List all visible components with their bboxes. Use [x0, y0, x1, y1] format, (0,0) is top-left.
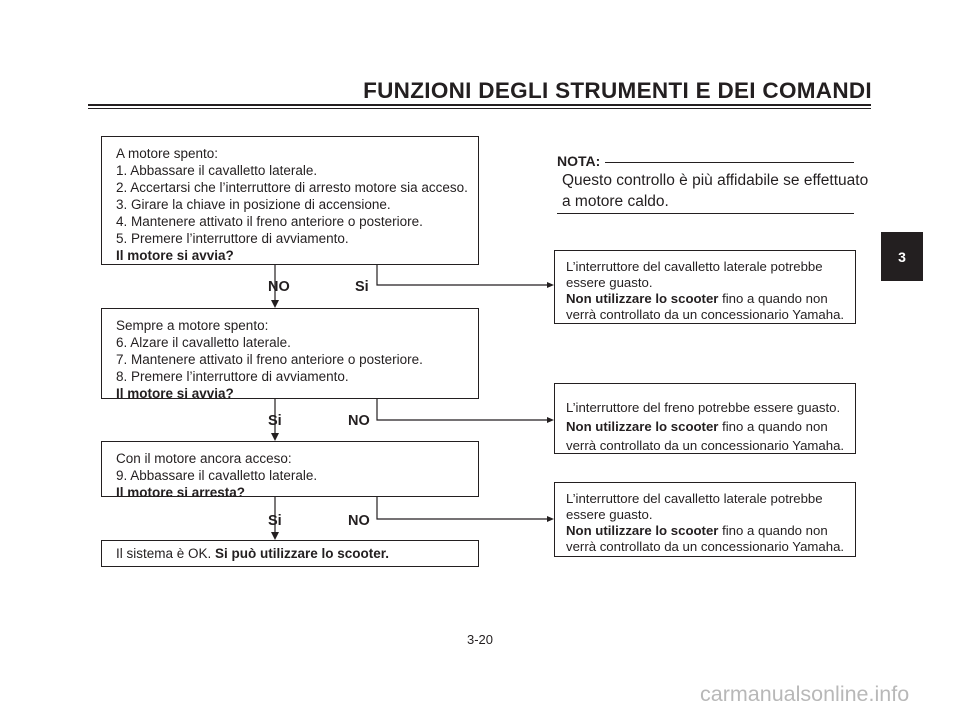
result-box-3	[554, 482, 856, 557]
result1-line: essere guasto.	[566, 275, 653, 290]
arrow-right-1	[547, 282, 554, 288]
flow-final-box	[101, 540, 479, 567]
step3-right-label: NO	[348, 513, 370, 529]
flow-step-3-box	[101, 441, 479, 500]
step1-line: 1. Abbassare il cavalletto laterale.	[116, 163, 318, 178]
arrow-down-2	[271, 433, 279, 441]
step1-line: 3. Girare la chiave in posizione di accensione.	[116, 197, 391, 212]
arrow-right-3	[547, 516, 554, 522]
result3-rest: fino a quando non	[718, 523, 828, 538]
step3-question: Il motore si arresta?	[116, 485, 246, 500]
result1-warning: Non utilizzare lo scooter	[566, 291, 719, 306]
note-rule-bottom	[557, 213, 854, 214]
result2-line: L’interruttore del freno potrebbe essere guasto.	[566, 400, 841, 415]
arrow-down-3	[271, 532, 279, 540]
step1-line: 5. Premere l’interruttore di avviamento.	[116, 231, 349, 246]
step3-line: 9. Abbassare il cavalletto laterale.	[116, 468, 318, 483]
step1-line: 4. Mantenere attivato il freno anteriore o posteriore.	[116, 214, 423, 229]
step1-line: 2. Accertarsi che l’interruttore di arresto motore sia acceso.	[116, 180, 468, 195]
result1-line: verrà controllato da un concessionario Yamaha.	[566, 307, 845, 322]
note-text	[562, 170, 868, 212]
step2-question: Il motore si avvia?	[116, 386, 234, 401]
result-box-2	[554, 383, 856, 454]
step2-line: 6. Alzare il cavalletto laterale.	[116, 335, 291, 350]
result-box-1	[554, 250, 856, 324]
result3-line: verrà controllato da un concessionario Yamaha.	[566, 539, 845, 554]
step1-right-label: Si	[355, 279, 369, 295]
step3-line: Con il motore ancora acceso:	[116, 451, 292, 466]
connector-right-1	[377, 265, 548, 285]
flow-step-1-box	[101, 136, 479, 265]
final-bold-text: Si può utilizzare lo scooter.	[215, 546, 390, 561]
result1-line: L’interruttore del cavalletto laterale potrebbe	[566, 259, 823, 274]
result1-rest: fino a quando non	[718, 291, 828, 306]
note-line: Questo controllo è più affidabile se effettuato	[562, 172, 869, 189]
step2-line: 8. Premere l’interruttore di avviamento.	[116, 369, 349, 384]
step1-down-label: NO	[268, 279, 290, 295]
note-rule-top	[605, 162, 854, 163]
step2-down-label: Si	[268, 413, 282, 429]
page-number: 3-20	[466, 632, 494, 647]
final-text: Il sistema è OK.	[116, 546, 216, 561]
step2-line: Sempre a motore spento:	[116, 318, 269, 333]
arrow-right-2	[547, 417, 554, 423]
watermark: carmanualsonline.info	[700, 682, 910, 706]
arrow-down-1	[271, 300, 279, 308]
result3-line: L’interruttore del cavalletto laterale potrebbe	[566, 491, 823, 506]
connector-right-2	[377, 399, 548, 420]
step2-line: 7. Mantenere attivato il freno anteriore o posteriore.	[116, 352, 423, 367]
result3-line: essere guasto.	[566, 507, 653, 522]
note-heading: NOTA:	[557, 153, 601, 169]
result3-warning: Non utilizzare lo scooter	[566, 523, 719, 538]
chapter-tab: 3	[881, 232, 923, 281]
note-line: a motore caldo.	[562, 193, 669, 210]
result2-line: verrà controllato da un concessionario Yamaha.	[566, 438, 845, 453]
step2-right-label: NO	[348, 413, 370, 429]
step3-down-label: Si	[268, 513, 282, 529]
page-title: FUNZIONI DEGLI STRUMENTI E DEI COMANDI	[363, 78, 872, 103]
result2-warning: Non utilizzare lo scooter	[566, 419, 719, 434]
step1-question: Il motore si avvia?	[116, 248, 234, 263]
result2-rest: fino a quando non	[718, 419, 828, 434]
step1-line: A motore spento:	[116, 146, 219, 161]
flow-step-2-box	[101, 308, 479, 399]
